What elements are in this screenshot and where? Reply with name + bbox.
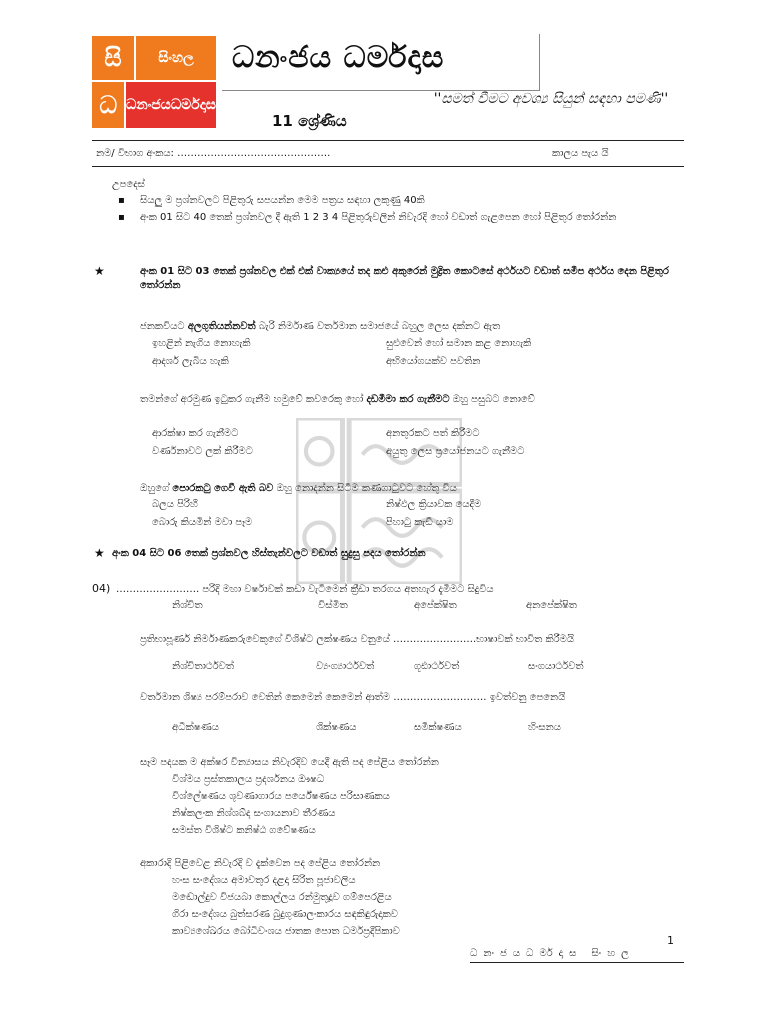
question-5: ප්‍රතිභාපූර්ණ නිර්මාණකරුවෙකුගේ විශිෂ්ට ලක්ෂණය වනුයේ …………………….භාෂාවක් භාවිත කිරීමයි [140, 634, 575, 645]
question-3 [140, 482, 680, 496]
q3-option-4: පිහාටු කැඩී යාම [386, 517, 454, 528]
q8-option-2: මඬොල්දුව විජයබා කොල්ලය රන්මුතුදූව ගම්පෙරළිය [172, 892, 392, 903]
footer-underline [470, 962, 684, 963]
logo-word-name-line1: ධනංජය [125, 96, 171, 113]
name-label: නම/ විභාග අංකය: ………………………………………. [96, 148, 331, 159]
section1-instruction: අංක 01 සිට 03 තෙක් ප්‍රශ්නවල එක් එක් වාක්‍යයේ තද කළු අකුරෙන් මුද්‍රිත කොටසේ අර්ථයට වඩාත් සමීප අර්ථය දෙන පිළිතුර තෝරන්න [140, 266, 669, 291]
question-6: වර්තමාන ශිෂ්‍ය පරම්පරාව වෙතින් කෙමෙන් කෙමෙන් ආත්ම ………………………. ඉවත්වනු පෙනෙයි [140, 692, 566, 703]
header-divider [539, 34, 540, 90]
page-number: 1 [667, 934, 674, 947]
brand-logo [92, 36, 216, 128]
section2-instruction: අංක 04 සිට 06 තෙක් ප්‍රශ්නවල හිස්තැන්වලට වඩාත් සුදුසු පදය තෝරන්න [112, 548, 426, 559]
q5-option-2: ව්‍යංග්‍යාර්ථවත් [316, 661, 375, 672]
q5-option-3: ගූඪාර්ථවත් [414, 661, 460, 672]
q8-option-4: කාව්‍යශේඛරය බෝධිවංශය ජාතක පොත ධර්මප්‍රදීපිකාව [172, 926, 400, 937]
question-4-number: 04) [92, 582, 111, 595]
q3-option-2: නිෂ්ඵල ක්‍රියාවක යෙදීම [386, 499, 482, 510]
logo-word-name-line2: ධර්මදාස [170, 96, 216, 113]
q1-option-4: අභියෝගයක්ව පවතින [386, 356, 481, 367]
question-1-post: බැරි නිර්මාණ වර්තමාන සමාජයේ බහුල ලෙස දක්නට ඇත [255, 321, 501, 332]
q7-option-1: විශ්මය ප්‍රස්තකාලය ප්‍රදර්ශනය ඖෂධ [172, 774, 325, 785]
logo-char-dha: ධ [92, 82, 124, 128]
q4-option-3: අපේක්ෂිත [414, 600, 457, 611]
question-3-pre: ඔහුගේ [140, 483, 173, 494]
instruction-item-1: ▪ සියලු ම ප්‍රශ්නවලට පිළිතුරු සපයන්න මෙම පත්‍රය සඳහා ලකුණු 40කි [140, 194, 680, 208]
q1-option-1: ඉහළින් නැගිය නොහැකි [152, 338, 251, 349]
q7-option-4: සමස්ත විශිෂ්ට කනිෂ්ඨ ගවේෂණය [172, 825, 316, 836]
question-3-bold: පොරකටු ගෙවී ඇති බව [172, 483, 274, 494]
q6-option-2: ශික්ෂණය [316, 722, 357, 733]
page-title: ධනංජය ධර්මදාස [232, 40, 445, 75]
question-8: අකාරාදි පිළිවෙළ නිවැරදි ව දැක්වෙන පද පේළිය තෝරන්න [140, 858, 381, 869]
q2-option-1: ආරක්ෂා කර ගැනීමට [152, 428, 239, 439]
question-2-post: ඔහු පසුබට නොවේ [449, 394, 535, 405]
logo-word-sinhala: සිංහල [136, 36, 216, 80]
question-3-post: ඔහු නොදන්න සිටීම කණගාටුවට හේතු විය [273, 483, 457, 494]
q4-option-2: විස්මිත [318, 600, 348, 611]
star-icon: ★ [94, 546, 105, 560]
q7-option-2: විශ්ලේෂණය ශුවණාගාරය පර්යේෂණය පරිසාණකය [172, 791, 390, 802]
q6-option-1: අධීක්ෂණය [172, 722, 219, 733]
q2-option-3: වර්ණනාවට ලක් කිරීමට [152, 446, 253, 457]
logo-char-si: සි [92, 36, 134, 80]
q3-option-1: බලය පිරිහී [152, 499, 198, 510]
q6-option-4: හිංසනය [528, 722, 561, 733]
footer-text: ධනංජයධර්මදාස සිංහල [470, 948, 635, 959]
time-label: කාලය පැය යි [552, 148, 609, 159]
q7-option-3: නිෂ්කලංක නිශ්ශබ්ද සංගායනාව තීරණය [172, 808, 336, 819]
instructions-heading: උපදෙස් [112, 179, 145, 190]
q5-option-1: නිශ්චිතාර්ථවත් [172, 661, 234, 672]
q8-option-1: හංස සංදේශය අමාවතුර දළදා සිරිත පූජාවලිය [172, 875, 356, 886]
q5-option-4: සංගයාර්ථවත් [528, 661, 584, 672]
question-2-bold: දඩමීමා කර ගැනීමට [366, 394, 450, 405]
q2-option-4: අයුතු ලෙස ප්‍රයෝජනයට ගැනීමට [386, 446, 525, 457]
grade-label: 11 ශ්‍රේණිය [272, 112, 347, 130]
q2-option-2: අනතුරකට පත් කිරීමට [386, 428, 480, 439]
q1-option-3: ආදර්ශ ලැබිය හැකි [152, 356, 229, 367]
q3-option-3: බොරු කියමින් මවා පෑම [152, 517, 253, 528]
q8-option-3: ගිරා සංදේශය බුත්සරණ බුදුගුණාලංකාරය සඳකිඳුරුදාකව [172, 909, 398, 920]
top-rule [92, 140, 684, 141]
question-1 [140, 320, 680, 334]
question-7: සෑම පදයක ම අක්ෂර වින්‍යාසය නිවැරදිව යෙදී ඇති පද පේළිය තෝරන්න [140, 757, 439, 768]
motto: ''සමත් වීමට අවශ්‍ය සියුන් සඳහා පමණි'' [433, 91, 669, 107]
q4-option-1: නිශ්චිත [172, 600, 203, 611]
logo-word-name [126, 82, 216, 128]
bottom-rule [92, 166, 684, 167]
question-4: ……………………. පරිදි මහා වර්ෂාවක් කඩා වැටීමෙන් ක්‍රීඩා තරගය අතහැර දැමීමට සිදුවිය [116, 584, 494, 595]
question-1-bold: අලගුතියන්නවත් [187, 321, 256, 332]
star-icon: ★ [94, 264, 105, 278]
q1-option-2: සුළුවෙන් හෝ සමාන කළ නොහැකි [386, 338, 532, 349]
instruction-item-2: ▪ අංක 01 සිට 40 තෙක් ප්‍රශ්නවල දී ඇති 1 2 3 4 පිළිතුරුවලින් නිවැරදි හෝ වඩාත් ගැළපෙන හෝ පිළිතුර තෝරන්න [140, 211, 680, 225]
q6-option-3: සමීක්ෂණය [414, 722, 462, 733]
question-1-pre: ජනකවියට [140, 321, 188, 332]
question-2 [140, 391, 680, 408]
name-bar [96, 148, 682, 159]
q4-option-4: අනපේක්ෂිත [526, 600, 577, 611]
question-2-pre: තමන්ගේ අරමුණ ඉටුකර ගැනීම හමුවේ කවරෙකු හෝ [140, 394, 367, 405]
